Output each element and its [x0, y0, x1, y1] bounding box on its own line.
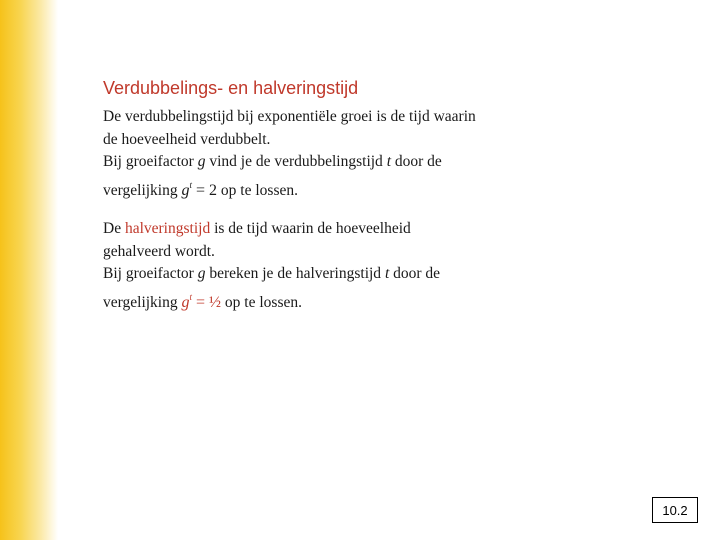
text-span: op te lossen.	[220, 181, 298, 199]
text-span: De	[103, 220, 125, 237]
text-line	[103, 263, 563, 286]
text-span: op te lossen.	[224, 293, 302, 311]
half-life-paragraph	[103, 218, 563, 314]
text-span: Bij groeifactor	[103, 153, 198, 170]
text-line: de hoeveelheid verdubbelt.	[103, 130, 271, 148]
text-line: De verdubbelingstijd bij exponentiële groei is de tijd waarin	[103, 108, 476, 125]
equation-base: g	[181, 181, 190, 199]
highlighted-term: halveringstijd	[124, 220, 211, 237]
halving-equation	[181, 291, 222, 311]
text-span: vind je de verdubbelingstijd	[205, 153, 387, 170]
variable-t: t	[386, 153, 391, 170]
variable-g: g	[197, 265, 206, 282]
text-span: door de	[389, 265, 441, 282]
text-span: Bij groeifactor	[103, 265, 198, 282]
text-span: door de	[391, 153, 442, 170]
equation-exponent: t	[189, 291, 193, 302]
variable-g: g	[197, 153, 206, 170]
decorative-side-band	[0, 0, 58, 540]
text-line: gehalveerd wordt.	[103, 242, 215, 260]
variable-t: t	[384, 265, 390, 282]
slide-number-badge: 10.2	[652, 497, 698, 523]
text-line	[103, 286, 563, 315]
slide-title: Verdubbelings- en halveringstijd	[103, 78, 359, 98]
text-span: vergelijking	[103, 181, 182, 199]
equation-rhs: = 2	[192, 181, 218, 199]
equation-base: g	[181, 293, 190, 311]
text-span: is de tijd waarin de hoeveelheid	[210, 220, 411, 237]
doubling-time-paragraph	[103, 106, 563, 202]
doubling-equation	[181, 179, 218, 199]
text-line	[103, 218, 563, 241]
equation-exponent: t	[189, 179, 193, 190]
text-line	[103, 174, 563, 203]
text-span: bereken je de halveringstijd	[205, 265, 385, 282]
text-span: vergelijking	[103, 293, 182, 311]
equation-rhs: = ½	[192, 293, 222, 311]
text-line	[103, 151, 563, 174]
